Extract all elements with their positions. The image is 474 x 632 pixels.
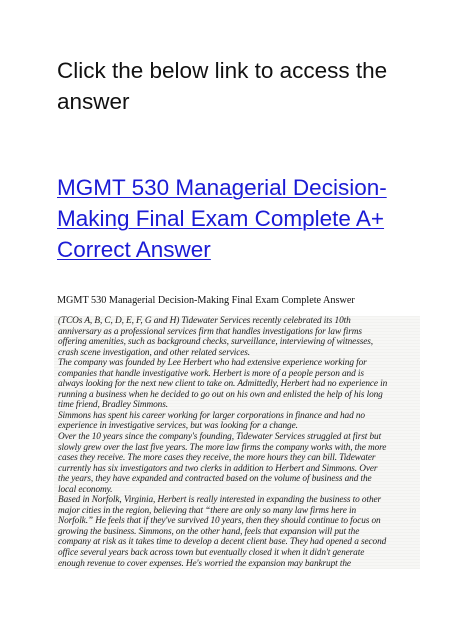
excerpt-line: Norfolk.” He feels that if they've survived 10 years, then they should continue to focus on <box>58 516 381 527</box>
excerpt-line: the years, they have expanded and contracted based on the volume of business and the <box>58 474 372 485</box>
scanned-question-excerpt <box>54 316 420 569</box>
answer-link-line: Making Final Exam Complete A+ <box>57 206 385 231</box>
answer-link-line: MGMT 530 Managerial Decision- <box>57 175 387 200</box>
excerpt-line: company at risk as it takes time to develop a decent client base. They had opened a second <box>58 537 387 548</box>
excerpt-line: currently has six investigators and two clerks in addition to Herbert and Simmons. Over <box>58 463 378 474</box>
document-title: MGMT 530 Managerial Decision-Making Final Exam Complete Answer <box>57 295 355 306</box>
excerpt-line: always looking for the next new client to take on. Admittedly, Herbert had no experience in <box>58 379 388 390</box>
intro-line: Click the below link to access the <box>57 58 388 83</box>
excerpt-line: growing the business. Simmons, on the other hand, feels that expansion will put the <box>58 526 360 537</box>
excerpt-line: companies that handle investigative work. Herbert is more of a people person and is <box>58 368 364 379</box>
excerpt-line: experience in investigative services, but was looking for a change. <box>58 421 298 432</box>
excerpt-line: running a business when he decided to go out on his own and enlisted the help of his long <box>58 389 383 400</box>
answer-link[interactable] <box>57 172 427 265</box>
excerpt-line: anniversary as a professional services firm that handles investigations for law firms <box>58 326 362 337</box>
excerpt-line: crash scene investigation, and other related services. <box>58 347 251 358</box>
excerpt-line: cases they receive. The more cases they receive, the more hours they can bill. Tidewater <box>58 453 376 464</box>
excerpt-line: The company was founded by Lee Herbert who had extensive experience working for <box>58 358 367 369</box>
excerpt-line: Over the 10 years since the company's founding, Tidewater Services struggled at first but <box>58 432 382 443</box>
excerpt-line: (TCOs A, B, C, D, E, F, G and H) Tidewater Services recently celebrated its 10th <box>58 316 351 326</box>
excerpt-line: local economy. <box>58 484 113 495</box>
excerpt-line: offering amenities, such as background checks, surveillance, interviewing of witnesses, <box>58 337 373 348</box>
excerpt-line: major cities in the region, believing that “there are only so many law firms here in <box>58 505 357 516</box>
excerpt-line: Simmons has spent his career working for larger corporations in finance and had no <box>58 410 365 421</box>
answer-link-line: Correct Answer <box>57 237 211 262</box>
excerpt-line: time friend, Bradley Simmons. <box>58 400 168 411</box>
intro-heading <box>57 55 437 117</box>
intro-line: answer <box>57 89 130 114</box>
excerpt-line: Based in Norfolk, Virginia, Herbert is really interested in expanding the business to other <box>58 495 382 506</box>
excerpt-line: office several years back across town but eventually closed it when it didn't generate <box>58 548 365 559</box>
excerpt-line: enough revenue to cover expenses. He's worried the expansion may bankrupt the <box>58 558 351 569</box>
excerpt-line: slowly grew over the last five years. The more law firms the company works with, the more <box>58 442 387 453</box>
